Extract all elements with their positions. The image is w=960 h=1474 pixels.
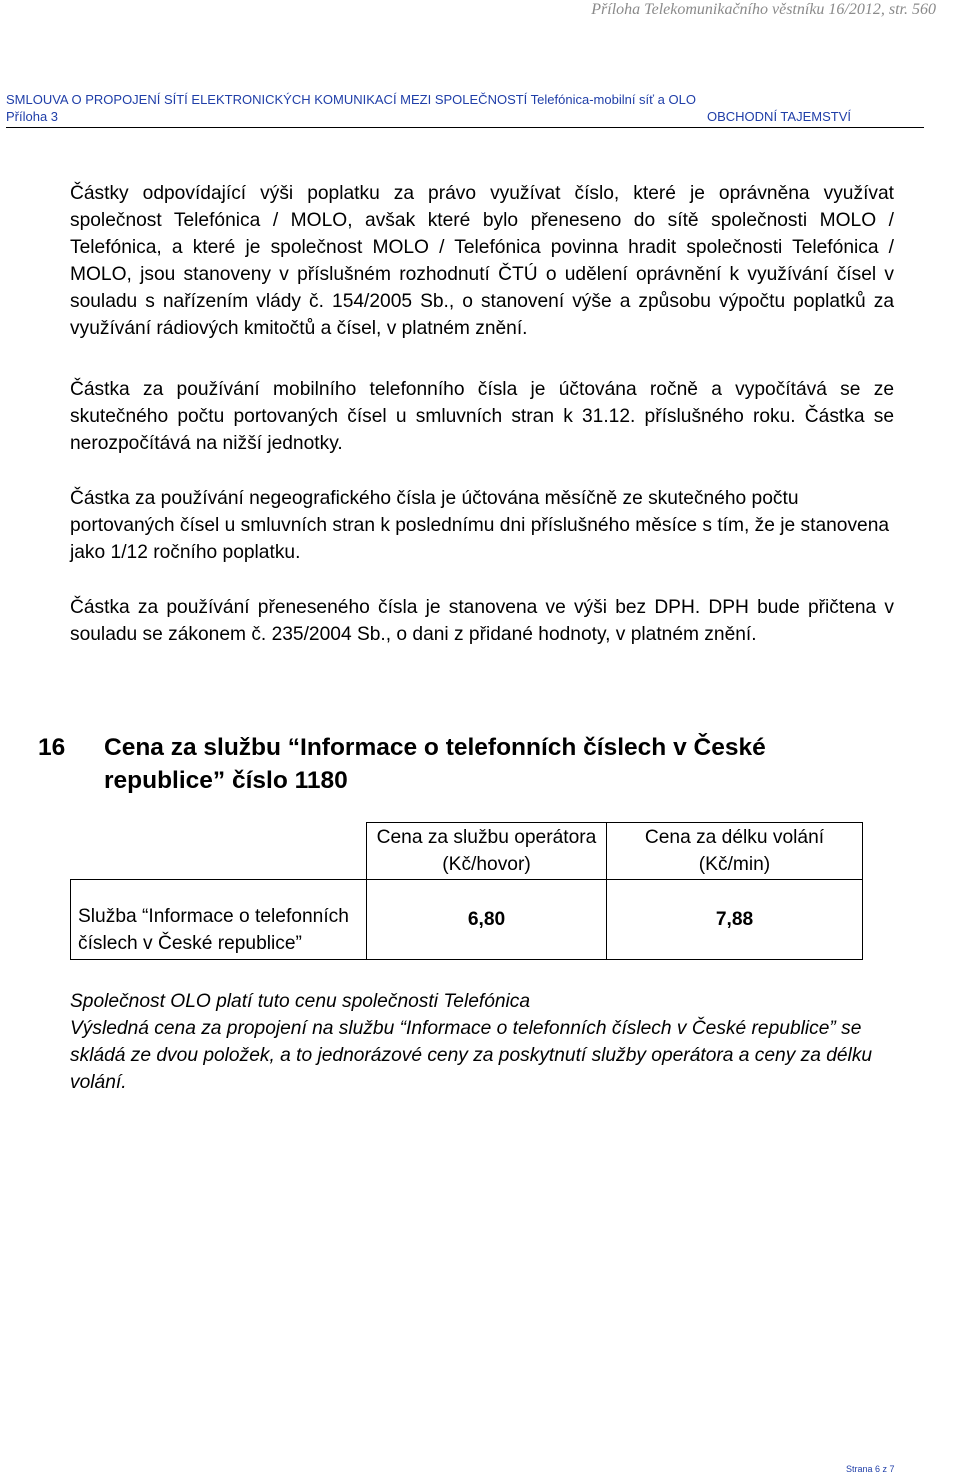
col-duration-fee-header: Cena za délku volání (Kč/min) [607,823,863,880]
table-row [71,880,863,960]
page-number: Strana 6 z 7 [846,1464,895,1474]
table-header-row [71,823,863,880]
table-corner-cell [71,823,367,880]
paragraph-nongeographic-number-fee: Částka za používání negeografického čísla je účtována měsíčně ze skutečného počtu portovaných čísel u smluvních stran k poslednímu dni příslušného měsíce s tím, že je stanovena jako 1/12 ročního poplatku. [70,488,890,563]
paragraph-vat: Částka za používání přeneseného čísla je stanovena ve výši bez DPH. DPH bude přičtena v souladu se zákonem č. 235/2004 Sb., o dani z přidané hodnoty, v platném znění. [70,597,894,645]
paragraph-number-fees: Částky odpovídající výši poplatku za právo využívat číslo, které je oprávněna využívat společnost Telefónica / MOLO, avšak které bylo přeneseno do sítě společnosti MOLO / Telefónica, a které je společnost MOLO / Telefónica povinna hradit společnosti Telefónica / MOLO, jsou stanoveny v příslušném rozhodnutí ČTÚ o udělení oprávnění k využívání čísel v souladu s nařízením vlády č. 154/2005 Sb., o stanovení výše a způsobu výpočtu poplatků za využívání rádiových kmitočtů a čísel, v platném znění. [70,183,894,339]
price-table [70,822,863,960]
journal-header: Příloha Telekomunikačního věstníku 16/2012, str. 560 [591,1,936,18]
section-number: 16 [38,734,66,761]
duration-fee-value: 7,88 [607,880,863,960]
note-payer: Společnost OLO platí tuto cenu společnosti Telefónica [70,991,531,1012]
paragraph-mobile-number-fee: Částka za používání mobilního telefonního čísla je účtována ročně a vypočítává se ze skutečného počtu portovaných čísel u smluvních stran k 31.12. příslušného roku. Částka se nerozpočítává na nižší jednotky. [70,379,894,454]
document-header [6,91,924,128]
note-block [70,988,894,1096]
service-label-cell: Služba “Informace o telefonních číslech v České republice” [71,880,367,960]
document-header-title: SMLOUVA O PROPOJENÍ SÍTÍ ELEKTRONICKÝCH KOMUNIKACÍ MEZI SPOLEČNOSTÍ Telefónica-mobilní síť a OLO [6,92,696,107]
service-fee-value: 6,80 [367,880,607,960]
annex-label: Příloha 3 [6,109,59,124]
document-header-row [6,108,924,128]
col-service-fee-header: Cena za službu operátora (Kč/hovor) [367,823,607,880]
section-title: Cena za službu “Informace o telefonních číslech v České republice” číslo 1180 [104,734,766,794]
classification-label: OBCHODNÍ TAJEMSTVÍ [707,109,851,124]
note-price-composition: Výsledná cena za propojení na službu “Informace o telefonních číslech v České republice” se skládá ze dvou položek, a to jednorázové ceny za poskytnutí služby operátora a ceny za délku volání. [70,1018,873,1093]
